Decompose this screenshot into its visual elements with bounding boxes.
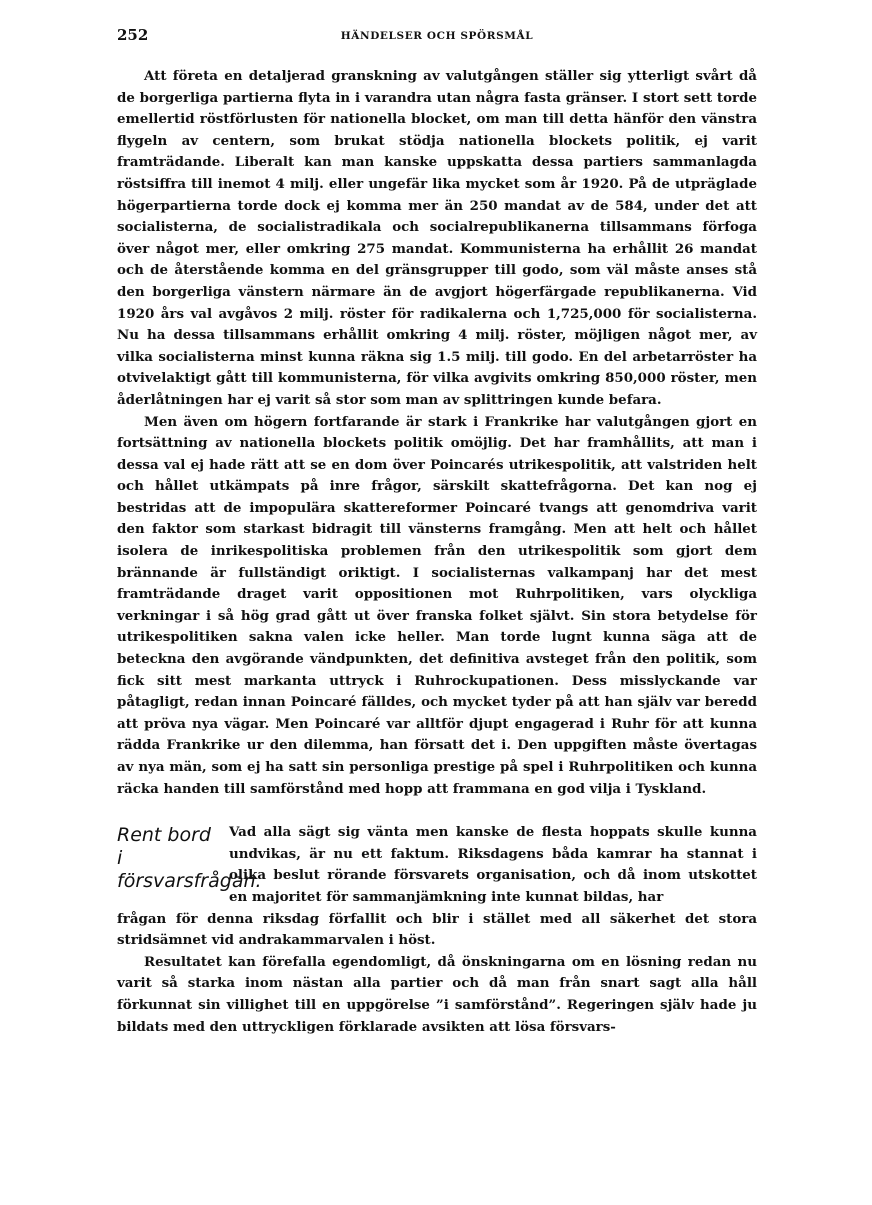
section-lead-continued: frågan för denna riksdag förfallit och blir i stället med all säkerhet det stora stridsämnet vid andrakammarvalen i höst. bbox=[117, 910, 757, 949]
section-lead: Vad alla sägt sig vänta men kanske de flesta hoppats skulle kunna undvikas, är nu ett faktum. Riksdagens båda kamrar ha stannat i olika beslut rörande försvarets organisation, och då inom utskottet en majoritet för sammanjämkning inte kunnat bildas, har bbox=[229, 824, 757, 905]
body-text bbox=[117, 66, 757, 1038]
page-number: 252 bbox=[117, 26, 149, 44]
paragraph: Att företa en detaljerad granskning av valutgången ställer sig ytterligt svårt då de borgerliga partierna flyta in i varandra utan några fasta gränser. I stort sett torde emellertid röstförlusten för nationella blocket, om man till detta hänför den vänstra flygeln av centern, som brukat stödja nationella blockets politik, ej varit framträdande. Liberalt kan man kanske uppskatta dessa partiers sammanlagda röstsiffra till inemot 4 milj. eller ungefär lika mycket som år 1920. På de utpräglade högerpartierna torde dock ej komma mer än 250 mandat av de 584, under det att socialisterna, de socialistradikala och socialrepublikanerna tillsammans förfoga över något mer, eller omkring 275 mandat. Kommunisterna ha erhållit 26 mandat och de återstående komma en del gränsgrupper till godo, som väl måste anses stå den borgerliga vänstern närmare än de avgjort högerfärgade republikanerna. Vid 1920 års val avgåvos 2 milj. röster för radikalerna och 1,725,000 för socialisterna. Nu ha dessa tillsammans erhållit omkring 4 milj. röster, möjligen något mer, av vilka socialisterna minst kunna räkna sig 1.5 milj. till godo. En del arbetarröster ha otvivelaktigt gått till kommunisterna, för vilka avgivits omkring 850,000 röster, men åderlåtningen har ej varit så stor som man av splittringen kunde befara. bbox=[117, 68, 757, 408]
margin-note: Rent bord i försvarsfrågan. bbox=[117, 824, 262, 893]
paragraph: Resultatet kan förefalla egendomligt, då önskningarna om en lösning redan nu varit så starka inom nästan alla partier och då man från snart sagt alla håll förkunnat sin villighet till en uppgörelse ”i samförstånd”. Regeringen själv hade ju bildats med den uttryckligen förklarade avsikten att lösa försvars- bbox=[117, 953, 757, 1035]
page-header bbox=[117, 26, 757, 48]
section-forsvarsfragan bbox=[117, 822, 757, 1038]
paragraph: Men även om högern fortfarande är stark i Frankrike har valutgången gjort en fortsättning av nationella blockets politik omöjlig. Det har framhållits, att man i dessa val ej hade rätt att se en dom över Poincarés utrikespolitik, att valstriden helt och hållet utkämpats på inre frågor, särskilt skattefrågorna. Det kan nog ej bestridas att de impopulära skattereformer Poincaré tvangs att genomdriva varit den faktor som starkast bidragit till vänsterns framgång. Men att helt och hållet isolera de inrikespolitiska problemen från den utrikespolitik som gjort dem brännande är fullständigt oriktigt. I socialisternas valkampanj har det mest framträdande draget varit oppositionen mot Ruhrpolitiken, vars olyckliga verkningar i så hög grad gått ut över franska folket självt. Sin stora betydelse för utrikespolitiken sakna valen icke heller. Man torde lugnt kunna säga att de beteckna den avgörande vändpunkten, det definitiva avsteget från den politik, som fick sitt mest markanta uttryck i Ruhrockupationen. Dess misslyckande var påtagligt, redan innan Poincaré fälldes, och mycket tyder på att han själv var beredd att pröva nya vägar. Men Poincaré var alltför djupt engagerad i Ruhr för att kunna rädda Frankrike ur den dilemma, han försatt det i. Den uppgiften måste övertagas av nya män, som ej ha satt sin personliga prestige på spel i Ruhrpolitiken och kunna räcka handen till samförstånd med hopp att frammana en god vilja i Tyskland. bbox=[117, 413, 757, 797]
running-head: HÄNDELSER OCH SPÖRSMÅL bbox=[340, 30, 534, 42]
